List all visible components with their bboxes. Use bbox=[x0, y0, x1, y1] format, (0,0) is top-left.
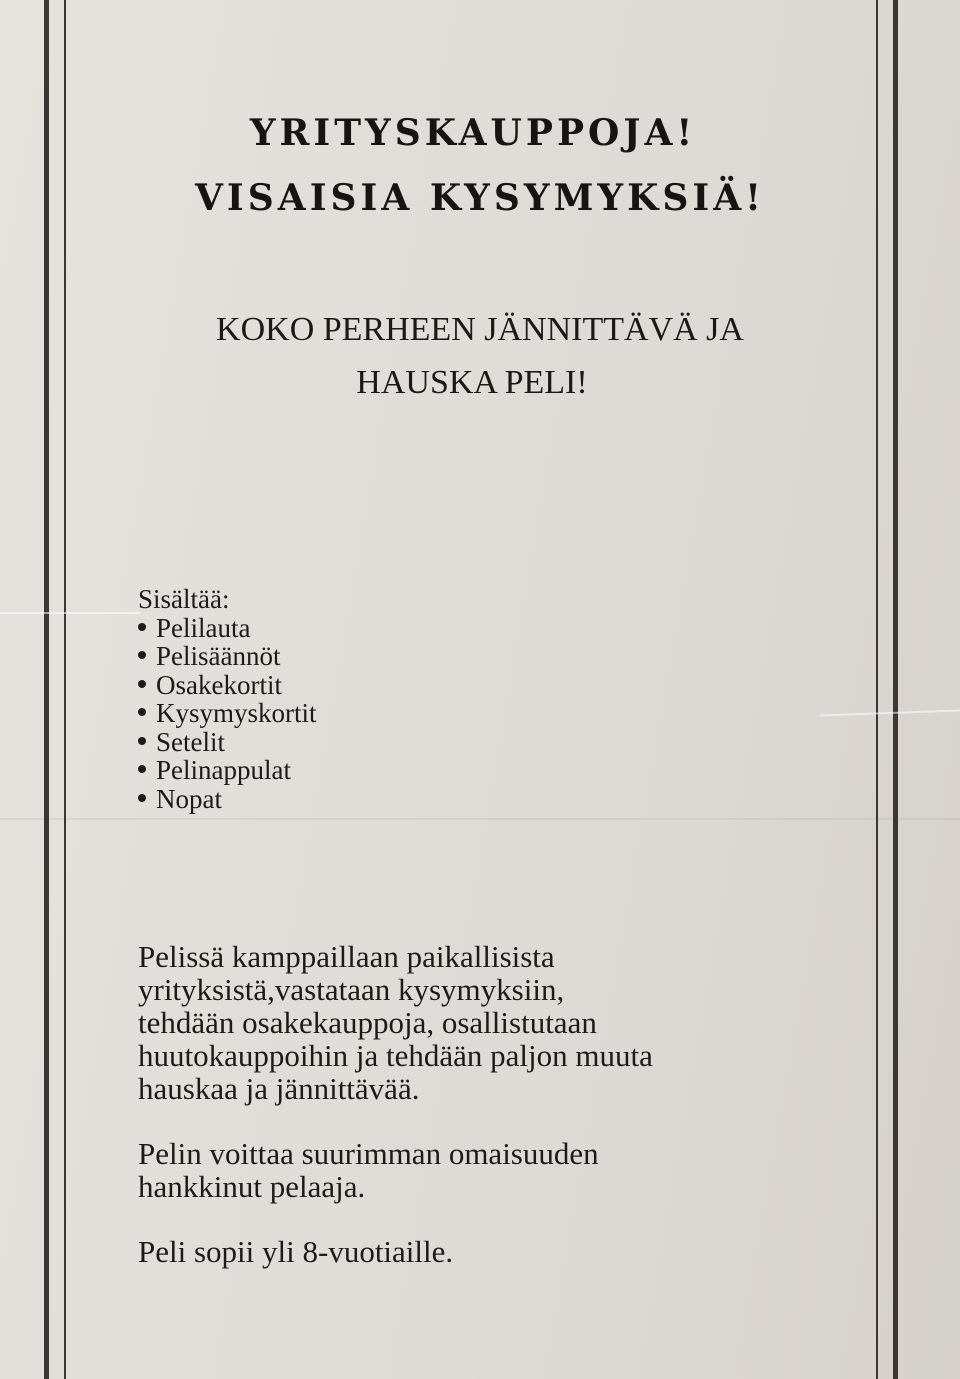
contents-items bbox=[138, 614, 317, 814]
subtitle-line-1: KOKO PERHEEN JÄNNITTÄVÄ JA bbox=[216, 311, 744, 348]
contents-title: Sisältää: bbox=[138, 584, 230, 614]
list-item-label: Kysymyskortit bbox=[156, 698, 317, 728]
list-item-label: Pelisäännöt bbox=[156, 641, 281, 671]
box-fold bbox=[0, 818, 960, 820]
list-item-label: Osakekortit bbox=[156, 669, 282, 700]
list-item bbox=[138, 671, 317, 700]
headline-line-2: VISAISIA KYSYMYKSIÄ! bbox=[195, 177, 765, 219]
list-item bbox=[138, 642, 317, 671]
contents-list bbox=[138, 585, 317, 813]
list-item bbox=[138, 756, 317, 785]
bullet-icon bbox=[138, 680, 146, 688]
list-item bbox=[138, 699, 317, 728]
list-item-label: Setelit bbox=[156, 726, 225, 757]
bullet-icon bbox=[138, 708, 146, 716]
list-item bbox=[138, 728, 317, 757]
list-item-label: Nopat bbox=[156, 783, 222, 814]
age-recommendation: Peli sopii yli 8-vuotiaille. bbox=[138, 1234, 454, 1269]
headline-line-1: YRITYSKAUPPOJA! bbox=[249, 112, 697, 154]
bullet-icon bbox=[138, 737, 146, 745]
box-crease bbox=[0, 612, 140, 614]
subtitle-line-2: HAUSKA PELI! bbox=[356, 364, 588, 401]
list-item bbox=[138, 614, 317, 643]
winner-paragraph: Pelin voittaa suurimman omaisuuden hankkinut pelaaja. bbox=[138, 1136, 599, 1204]
bullet-icon bbox=[138, 623, 146, 631]
description-paragraph: Pelissä kamppaillaan paikallisista yrityksistä,vastataan kysymyksiin, tehdään osakekauppoja, osallistutaan huutokauppoihin ja tehdään paljon muuta hauskaa ja jännittävää. bbox=[138, 939, 653, 1106]
list-item-label: Pelilauta bbox=[156, 612, 251, 643]
box-crease bbox=[820, 710, 960, 717]
list-item-label: Pelinappulat bbox=[156, 755, 291, 785]
bullet-icon bbox=[138, 794, 146, 802]
list-item bbox=[138, 785, 317, 814]
bullet-icon bbox=[138, 765, 146, 773]
bullet-icon bbox=[138, 651, 146, 659]
